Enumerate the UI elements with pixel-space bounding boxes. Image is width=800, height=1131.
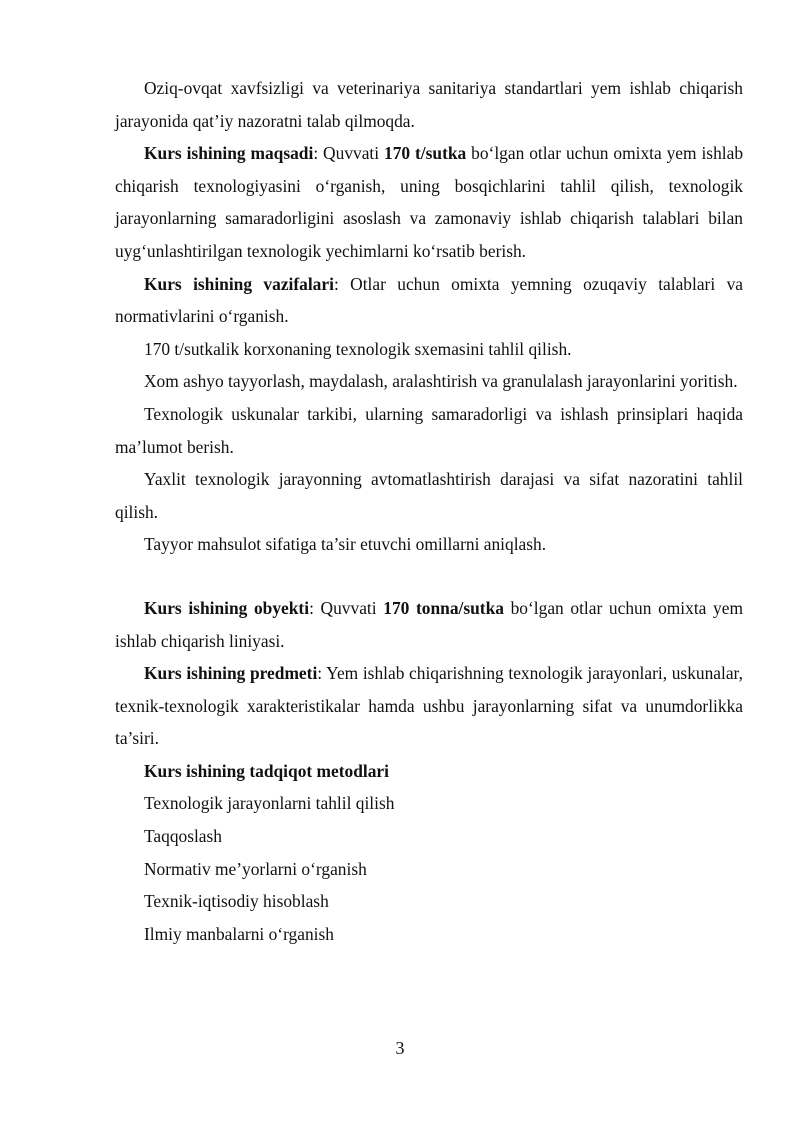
object-text: bo‘lgan otlar uchun omixta yem ishlab chiqarish liniyasi. [115, 597, 743, 651]
goal-label: Kurs ishining maqsadi [144, 143, 314, 164]
subject-label: Kurs ishining predmeti [144, 663, 318, 684]
method-item: Texnologik jarayonlarni tahlil qilish [144, 793, 395, 814]
methods-title: Kurs ishining tadqiqot metodlari [144, 760, 389, 781]
tasks-text: : Otlar uchun omixta yemning ozuqaviy talablari va normativlarini o‘rganish. [115, 273, 743, 327]
tasks-label: Kurs ishining vazifalari [144, 273, 334, 294]
goal-text: bo‘lgan otlar uchun omixta yem ishlab chiqarish texnologiyasini o‘rganish, uning bosqichlarini tahlil qilish, texnologik jarayonlarning samaradorligini asoslash va zamonaviy ishlab chiqarish talablari bilan uyg‘unlashtirilgan texnologik yechimlarni ko‘rsatib berish. [115, 143, 744, 261]
task-item: Yaxlit texnologik jarayonning avtomatlashtirish darajasi va sifat nazoratini tahlil qilish. [115, 469, 743, 522]
object-paragraph [115, 592, 743, 657]
tasks-paragraph [115, 268, 743, 333]
goal-separator: : Quvvati [313, 143, 385, 164]
goal-capacity: 170 t/sutka [384, 143, 467, 164]
task-item: 170 t/sutkalik korxonaning texnologik sxemasini tahlil qilish. [144, 338, 572, 359]
object-separator: : Quvvati [309, 597, 384, 618]
goal-paragraph [115, 137, 743, 267]
subject-paragraph [115, 657, 743, 755]
method-item: Taqqoslash [144, 826, 222, 847]
task-item: Tayyor mahsulot sifatiga ta’sir etuvchi omillarni aniqlash. [144, 534, 547, 555]
object-label: Kurs ishining obyekti [144, 597, 310, 618]
page-body [115, 72, 743, 950]
task-item: Texnologik uskunalar tarkibi, ularning samaradorligi va ishlash prinsiplari haqida ma’lumot berish. [115, 403, 743, 457]
task-item: Xom ashyo tayyorlash, maydalash, aralashtirish va granulalash jarayonlarini yoritish. [144, 371, 738, 392]
methods-heading [115, 755, 743, 788]
object-capacity: 170 tonna/sutka [383, 597, 504, 618]
page-number: 3 [395, 1038, 405, 1058]
method-item: Ilmiy manbalarni o‘rganish [144, 923, 334, 944]
blank-line [115, 561, 743, 592]
method-item: Normativ me’yorlarni o‘rganish [144, 858, 367, 879]
subject-text: : Yem ishlab chiqarishning texnologik jarayonlari, uskunalar, texnik-texnologik xarakteristikalar hamda ushbu jarayonlarning sifat va unumdorlikka ta’siri. [115, 663, 743, 749]
intro-paragraph: Oziq-ovqat xavfsizligi va veterinariya sanitariya standartlari yem ishlab chiqarish jarayonida qat’iy nazoratni talab qilmoqda. [115, 78, 743, 131]
method-item: Texnik-iqtisodiy hisoblash [144, 891, 329, 912]
